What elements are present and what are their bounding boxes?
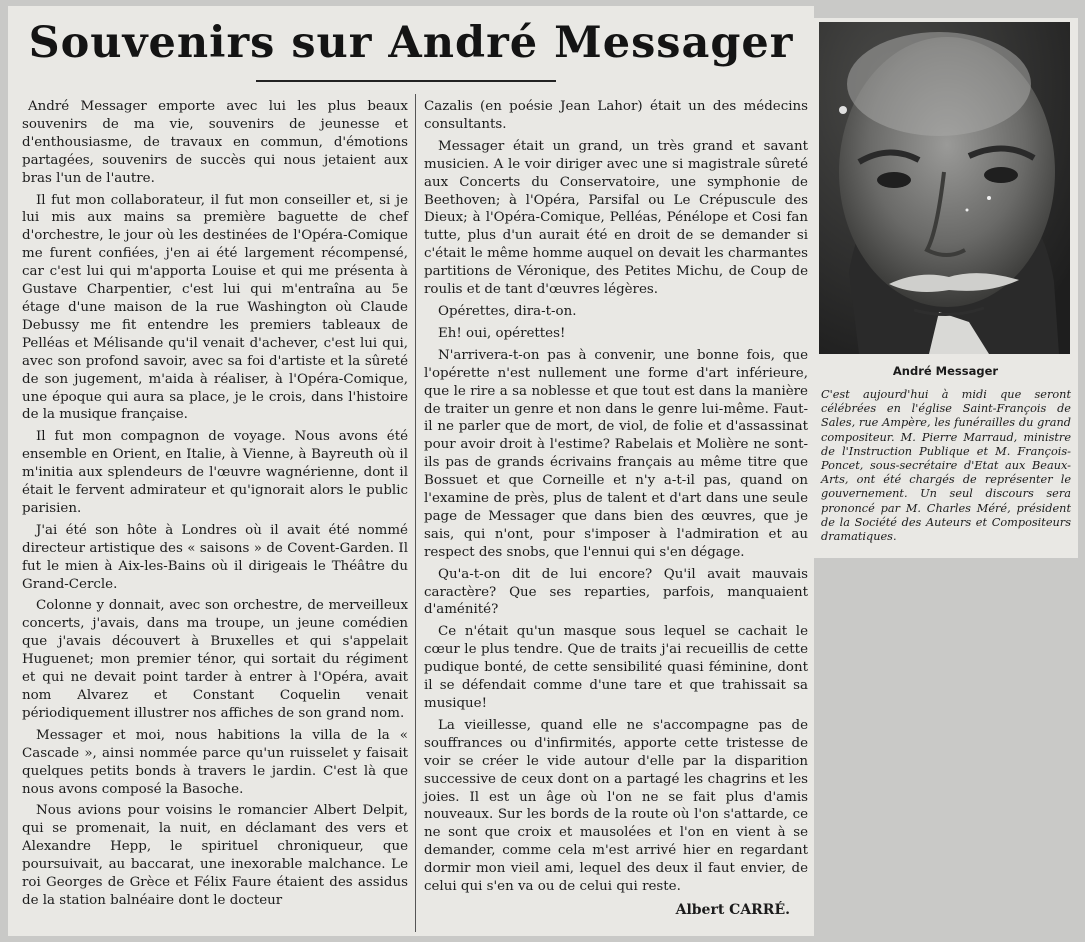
title-rule	[256, 80, 556, 82]
article-column-2	[424, 98, 808, 920]
paragraph: Opérettes, dira-t-on.	[438, 303, 577, 319]
photo-caption-text: C'est aujourd'hui à midi que seront célébrées en l'église Saint-François de Sales, rue Ampère, les funérailles du grand compositeur. M. Pierre Marraud, ministre de l'Instruction Publique et M. François-Poncet, sous-secrétaire d'Etat aux Beaux-Arts, ont été chargés de représenter le gouvernement. Un seul discours sera prononcé par M. Charles Méré, président de la Société des Auteurs et Compositeurs dramatiques.	[821, 388, 1071, 544]
paragraph: Eh! oui, opérettes!	[438, 325, 566, 341]
paragraph: N'arrivera-t-on pas à convenir, une bonne fois, que l'opérette n'est nullement une forme d'art inférieure, que le rire a sa noblesse et que tout est dans la manière de traiter un genre et non dans le genre lui-même. Faut-il ne parler que de mort, de viol, de folie et d'assassinat pour avoir droit à l'estime? Rabelais et Molière ne sont-ils pas de grands écrivains français au même titre que Bossuet et que Corneille et n'y a-t-il pas, quand on l'examine de près, plus de talent et d'art dans une seule page de Messager que dans bien des œuvres, que je sais, qui n'ont, pour s'imposer à l'admiration et au respect des snobs, que l'ennui qui s'en dégage.	[424, 347, 808, 560]
paragraph: Qu'a-t-on dit de lui encore? Qu'il avait mauvais caractère? Que ses reparties, parfois, manquaient d'aménité?	[424, 566, 808, 618]
paragraph: La vieillesse, quand elle ne s'accompagne pas de souffrances ou d'infirmités, apporte cette tristesse de voir se créer le vide autour d'elle par la disparition successive de ceux dont on a partagé les chagrins et les joies. Il est un âge où l'on ne se fait plus d'amis nouveaux. Sur les bords de la route où l'on s'attarde, ce ne sont que croix et mausolées et l'on en vient à se demander, comme cela m'est arrivé hier en regardant dormir mon vieil ami, lequel des deux il faut envier, de celui qui s'en va ou de celui qui reste.	[424, 717, 808, 895]
article-clipping	[8, 6, 814, 936]
paragraph: Colonne y donnait, avec son orchestre, de merveilleux concerts, j'avais, dans ma troupe, un jeune comédien que j'avais découvert à Bruxelles et qui s'appelait Huguenet; mon premier ténor, qui sortait du régiment et qui ne devait point tarder à entrer à l'Opéra, avait nom Alvarez et Constant Coquelin venait périodiquement illustrer nos affiches de son grand nom.	[22, 598, 408, 721]
photo-caption-title: André Messager	[892, 364, 999, 378]
portrait-image	[819, 22, 1070, 354]
paragraph: Il fut mon compagnon de voyage. Nous avons été ensemble en Orient, en Italie, à Vienne, à Bayreuth où il m'initia aux splendeurs de l'œuvre wagnérienne, dont il était le fervent admirateur et qu'ignorait alors le public parisien.	[22, 429, 408, 516]
author-signature: Albert CARRÉ.	[675, 901, 790, 918]
paragraph: Ce n'était qu'un masque sous lequel se cachait le cœur le plus tendre. Que de traits j'ai recueillis de cette pudique bonté, de cette sensibilité quasi féminine, dont il se défendait comme d'une tare et que trahissait sa musique!	[424, 624, 808, 711]
paragraph: J'ai été son hôte à Londres où il avait été nommé directeur artistique des « saisons » de Covent-Garden. Il fut le mien à Aix-les-Bains où il dirigeais le Théâtre du Grand-Cercle.	[22, 522, 408, 592]
article-title: Souvenirs sur André Messager	[28, 18, 794, 68]
paragraph: Nous avions pour voisins le romancier Albert Delpit, qui se promenait, la nuit, en déclamant des vers et Alexandre Hepp, le spirituel chroniqueur, que poursuivait, au baccarat, une inexorable malchance. Le roi Georges de Grèce et Félix Faure étaient des assidus de la station balnéaire dont le docteur	[22, 803, 408, 908]
paragraph: Il fut mon collaborateur, il fut mon conseiller et, si je lui mis aux mains sa première baguette de chef d'orchestre, le jour où les destinées de l'Opéra-Comique me furent confiées, j'en ai été largement récompensé, car c'est lui qui m'apporta Louise et qui me présenta à Gustave Charpentier, c'est lui qui m'entraîna au 5e étage d'une maison de la rue Washington où Claude Debussy me fit entendre les premiers tableaux de Pelléas et Mélisande qu'il venait d'achever, c'est lui qui, avec son profond savoir, avec sa foi d'artiste et la sûreté de son jugement, m'aida à réaliser, à l'Opéra-Comique, une époque qui aura sa place, je le crois, dans l'histoire de la musique française.	[22, 192, 408, 423]
photo-clipping	[813, 18, 1078, 558]
paragraph: Messager était un grand, un très grand et savant musicien. A le voir diriger avec une si magistrale sûreté aux Concerts du Conservatoire, une symphonie de Beethoven; à l'Opéra, Parsifal ou Le Crépuscule des Dieux; à l'Opéra-Comique, Pelléas, Pénélope et Cosi fan tutte, plus d'un aurait été en droit de se demander si c'était le même homme auquel on devait les charmantes partitions de Véronique, des Petites Michu, de Coup de roulis et de tant d'œuvres légères.	[424, 138, 808, 298]
paragraph: Cazalis (en poésie Jean Lahor) était un des médecins consultants.	[424, 99, 808, 132]
article-column-1	[22, 98, 408, 914]
paragraph: Messager et moi, nous habitions la villa de la « Cascade », ainsi nommée parce qu'un ruisselet y faisait quelques petits bonds à travers le jardin. C'est là que nous avons composé la Basoche.	[22, 727, 408, 797]
portrait-photo	[819, 22, 1070, 354]
paragraph: André Messager emporte avec lui les plus beaux souvenirs de ma vie, souvenirs de jeunesse et d'enthousiasme, de travaux en commun, d'émotions partagées, souvenirs de succès qui nous jetaient aux bras l'un de l'autre.	[22, 99, 408, 186]
column-divider	[415, 94, 416, 932]
